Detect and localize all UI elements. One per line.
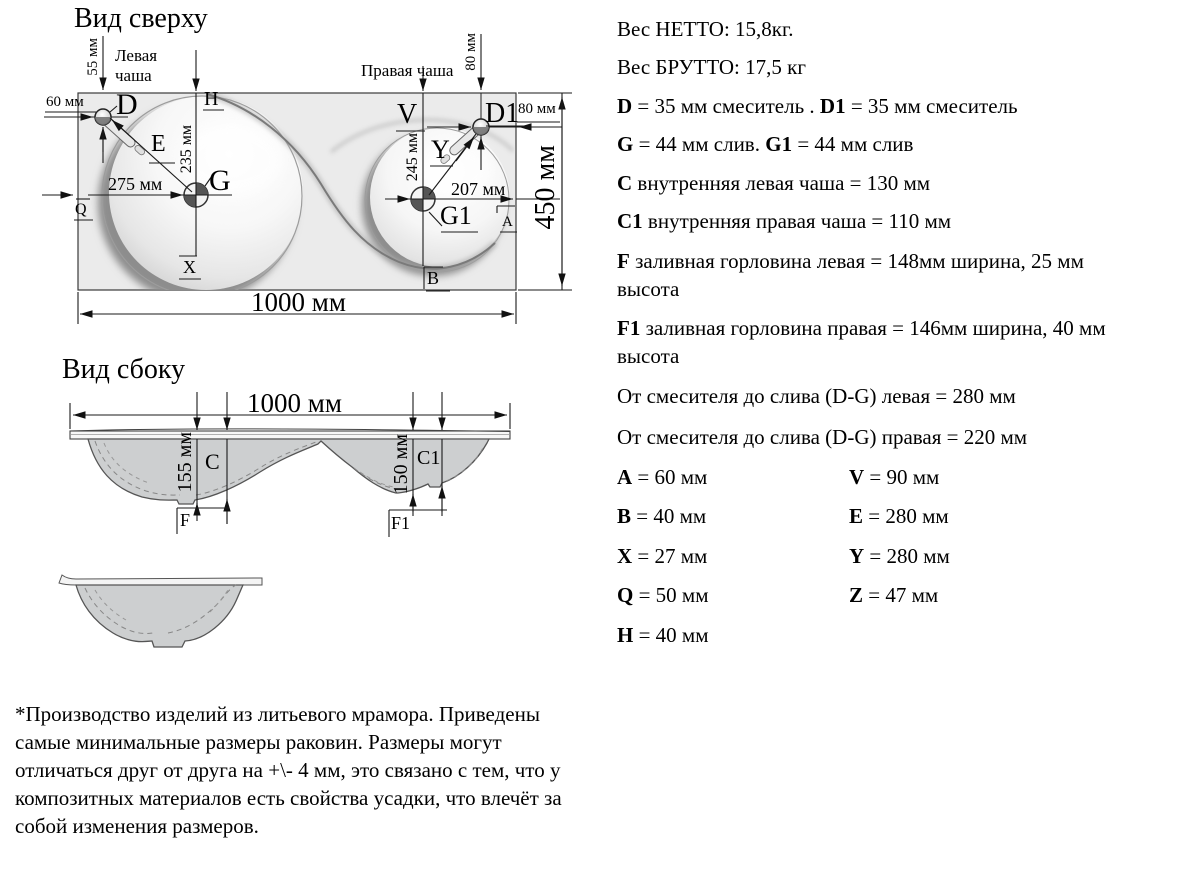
spec-pair-h: H = 40 мм: [617, 623, 709, 647]
gross-weight: Вес БРУТТО: 17,5 кг: [617, 55, 806, 79]
dim-80mm-top-label: 80 мм: [463, 33, 479, 71]
dim-275mm-label: 275 мм: [108, 174, 163, 194]
spec-f1-line: F1 заливная горловина правая = 146мм ширина, 40 мм высота: [617, 316, 1106, 368]
cross-section-rim: [59, 575, 262, 585]
label-d: D: [116, 88, 138, 121]
spec-pair-y: Y = 280 мм: [849, 544, 950, 568]
spec-pair-z: Z = 47 мм: [849, 583, 939, 607]
spec-pair-v: V = 90 мм: [849, 465, 940, 489]
label-c: C: [205, 449, 220, 474]
label-d1: D1: [485, 98, 520, 129]
side-view-title: Вид сбоку: [62, 354, 186, 385]
dim-1000mm-side-label: 1000 мм: [247, 388, 342, 418]
spec-pair-q: Q = 50 мм: [617, 583, 709, 607]
dim-155mm-label: 155 мм: [174, 432, 196, 493]
cross-section-drawing: [59, 575, 262, 647]
right-bowl-label: Правая чаша: [361, 61, 454, 80]
cross-section-bowl: [76, 585, 243, 647]
label-y: Y: [431, 135, 450, 164]
footnote-line: композитных материалов есть свойства усадки, что влечёт за: [15, 786, 562, 810]
label-q: Q: [75, 201, 87, 218]
spec-d-line: D = 35 мм смеситель . D1 = 35 мм смеситель: [617, 94, 1018, 118]
label-x: X: [183, 257, 196, 277]
spec-pair-e: E = 280 мм: [849, 504, 949, 528]
dim-60mm-label: 60 мм: [46, 94, 84, 110]
label-v: V: [397, 99, 418, 130]
net-weight: Вес НЕТТО: 15,8кг.: [617, 17, 794, 41]
spec-c1-line: C1 внутренняя правая чаша = 110 мм: [617, 209, 952, 233]
spec-g-line: G = 44 мм слив. G1 = 44 мм слив: [617, 132, 914, 156]
label-b: B: [427, 268, 440, 288]
label-c1: C1: [417, 447, 441, 469]
top-view-title: Вид сверху: [74, 3, 208, 34]
dim-450mm-label: 450 мм: [530, 145, 561, 230]
footnote-line: самые минимальные размеры раковин. Размеры могут: [15, 730, 502, 754]
dim-235mm-label: 235 мм: [178, 125, 195, 174]
label-g: G: [209, 164, 231, 197]
dim-150mm-label: 150 мм: [390, 434, 412, 495]
dim-80mm-right-label: 80 мм: [518, 101, 556, 117]
dim-245mm-label: 245 мм: [404, 133, 421, 182]
label-g1: G1: [440, 201, 472, 230]
countertop-slab: [70, 431, 510, 439]
label-a: A: [502, 214, 513, 230]
spec-dg-left: От смесителя до слива (D-G) левая = 280 мм: [617, 384, 1016, 408]
label-f1: F1: [391, 513, 411, 533]
footnote-line: отличаться друг от друга на +\- 4 мм, это связано с тем, что у: [15, 758, 561, 782]
spec-pair-x: X = 27 мм: [617, 544, 708, 568]
left-bowl-label: Левая чаша: [115, 46, 158, 85]
spec-f-line: F заливная горловина левая = 148мм ширина, 25 мм высота: [617, 249, 1084, 301]
dim-207mm-label: 207 мм: [451, 179, 506, 199]
footnote-line: собой изменения размеров.: [15, 814, 259, 838]
spec-pair-b: B = 40 мм: [617, 504, 707, 528]
spec-dg-right: От смесителя до слива (D-G) правая = 220 мм: [617, 425, 1028, 449]
dim-1000mm-top-label: 1000 мм: [251, 287, 346, 317]
label-h: H: [204, 88, 219, 110]
footnote-line: *Производство изделий из литьевого мрамора. Приведены: [15, 702, 540, 726]
spec-c-line: C внутренняя левая чаша = 130 мм: [617, 171, 931, 195]
spec-pair-a: A = 60 мм: [617, 465, 708, 489]
dim-55mm-label: 55 мм: [85, 38, 101, 76]
label-f: F: [180, 510, 191, 530]
label-e: E: [151, 131, 166, 157]
